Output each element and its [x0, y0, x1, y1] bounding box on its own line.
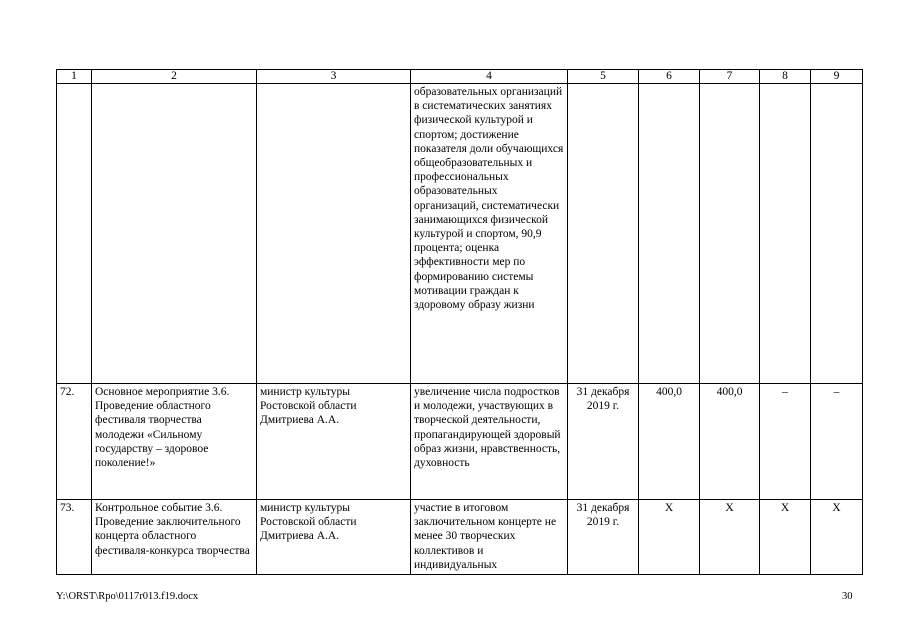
- value-col7: [700, 84, 760, 384]
- responsible-person: министр культуры Ростовской области Дмитриева А.А.: [257, 500, 411, 575]
- header-cell: 2: [92, 70, 257, 84]
- value-col6: [639, 84, 700, 384]
- value-col7: Х: [700, 500, 760, 575]
- value-col6: Х: [639, 500, 700, 575]
- header-row: [57, 70, 863, 84]
- table-row: [57, 384, 863, 500]
- header-cell: 1: [57, 70, 92, 84]
- row-number: 72.: [57, 384, 92, 500]
- value-col9: –: [811, 384, 863, 500]
- header-cell: 7: [700, 70, 760, 84]
- value-col6: 400,0: [639, 384, 700, 500]
- event-name: Контрольное событие 3.6. Проведение заключительного концерта областного фестиваля-конкурса творчества: [92, 500, 257, 575]
- table-row: [57, 500, 863, 575]
- event-name: Основное мероприятие 3.6. Проведение областного фестиваля творчества молодежи «Сильному государству – здоровое поколение!»: [92, 384, 257, 500]
- deadline: 31 декабря 2019 г.: [568, 500, 639, 575]
- header-cell: 6: [639, 70, 700, 84]
- table-row: [57, 84, 863, 384]
- value-col8: –: [760, 384, 811, 500]
- value-col9: Х: [811, 500, 863, 575]
- value-col7: 400,0: [700, 384, 760, 500]
- page-number: 30: [842, 591, 853, 602]
- responsible-person: [257, 84, 411, 384]
- document-table: [56, 69, 863, 575]
- expected-result: участие в итоговом заключительном концерте не менее 30 творческих коллективов и индивидуальных: [411, 500, 568, 575]
- header-cell: 4: [411, 70, 568, 84]
- event-name: [92, 84, 257, 384]
- value-col9: [811, 84, 863, 384]
- footer-file-path: Y:\ORST\Rpo\0117r013.f19.docx: [56, 591, 199, 602]
- responsible-person: министр культуры Ростовской области Дмитриева А.А.: [257, 384, 411, 500]
- expected-result: увеличение числа подростков и молодежи, участвующих в творческой деятельности, пропагандирующей здоровый образ жизни, нравственность, духовность: [411, 384, 568, 500]
- header-cell: 9: [811, 70, 863, 84]
- value-col8: Х: [760, 500, 811, 575]
- deadline: [568, 84, 639, 384]
- row-number: [57, 84, 92, 384]
- row-number: 73.: [57, 500, 92, 575]
- value-col8: [760, 84, 811, 384]
- header-cell: 3: [257, 70, 411, 84]
- expected-result: образовательных организаций в систематических занятиях физической культурой и спортом; достижение показателя доли обучающихся общеобразовательных и профессиональных образовательных организаций, систематически занимающихся физической культурой и спортом, 90,9 процента; оценка эффективности мер по формированию системы мотивации граждан к здоровому образу жизни: [411, 84, 568, 384]
- header-cell: 8: [760, 70, 811, 84]
- header-cell: 5: [568, 70, 639, 84]
- deadline: 31 декабря 2019 г.: [568, 384, 639, 500]
